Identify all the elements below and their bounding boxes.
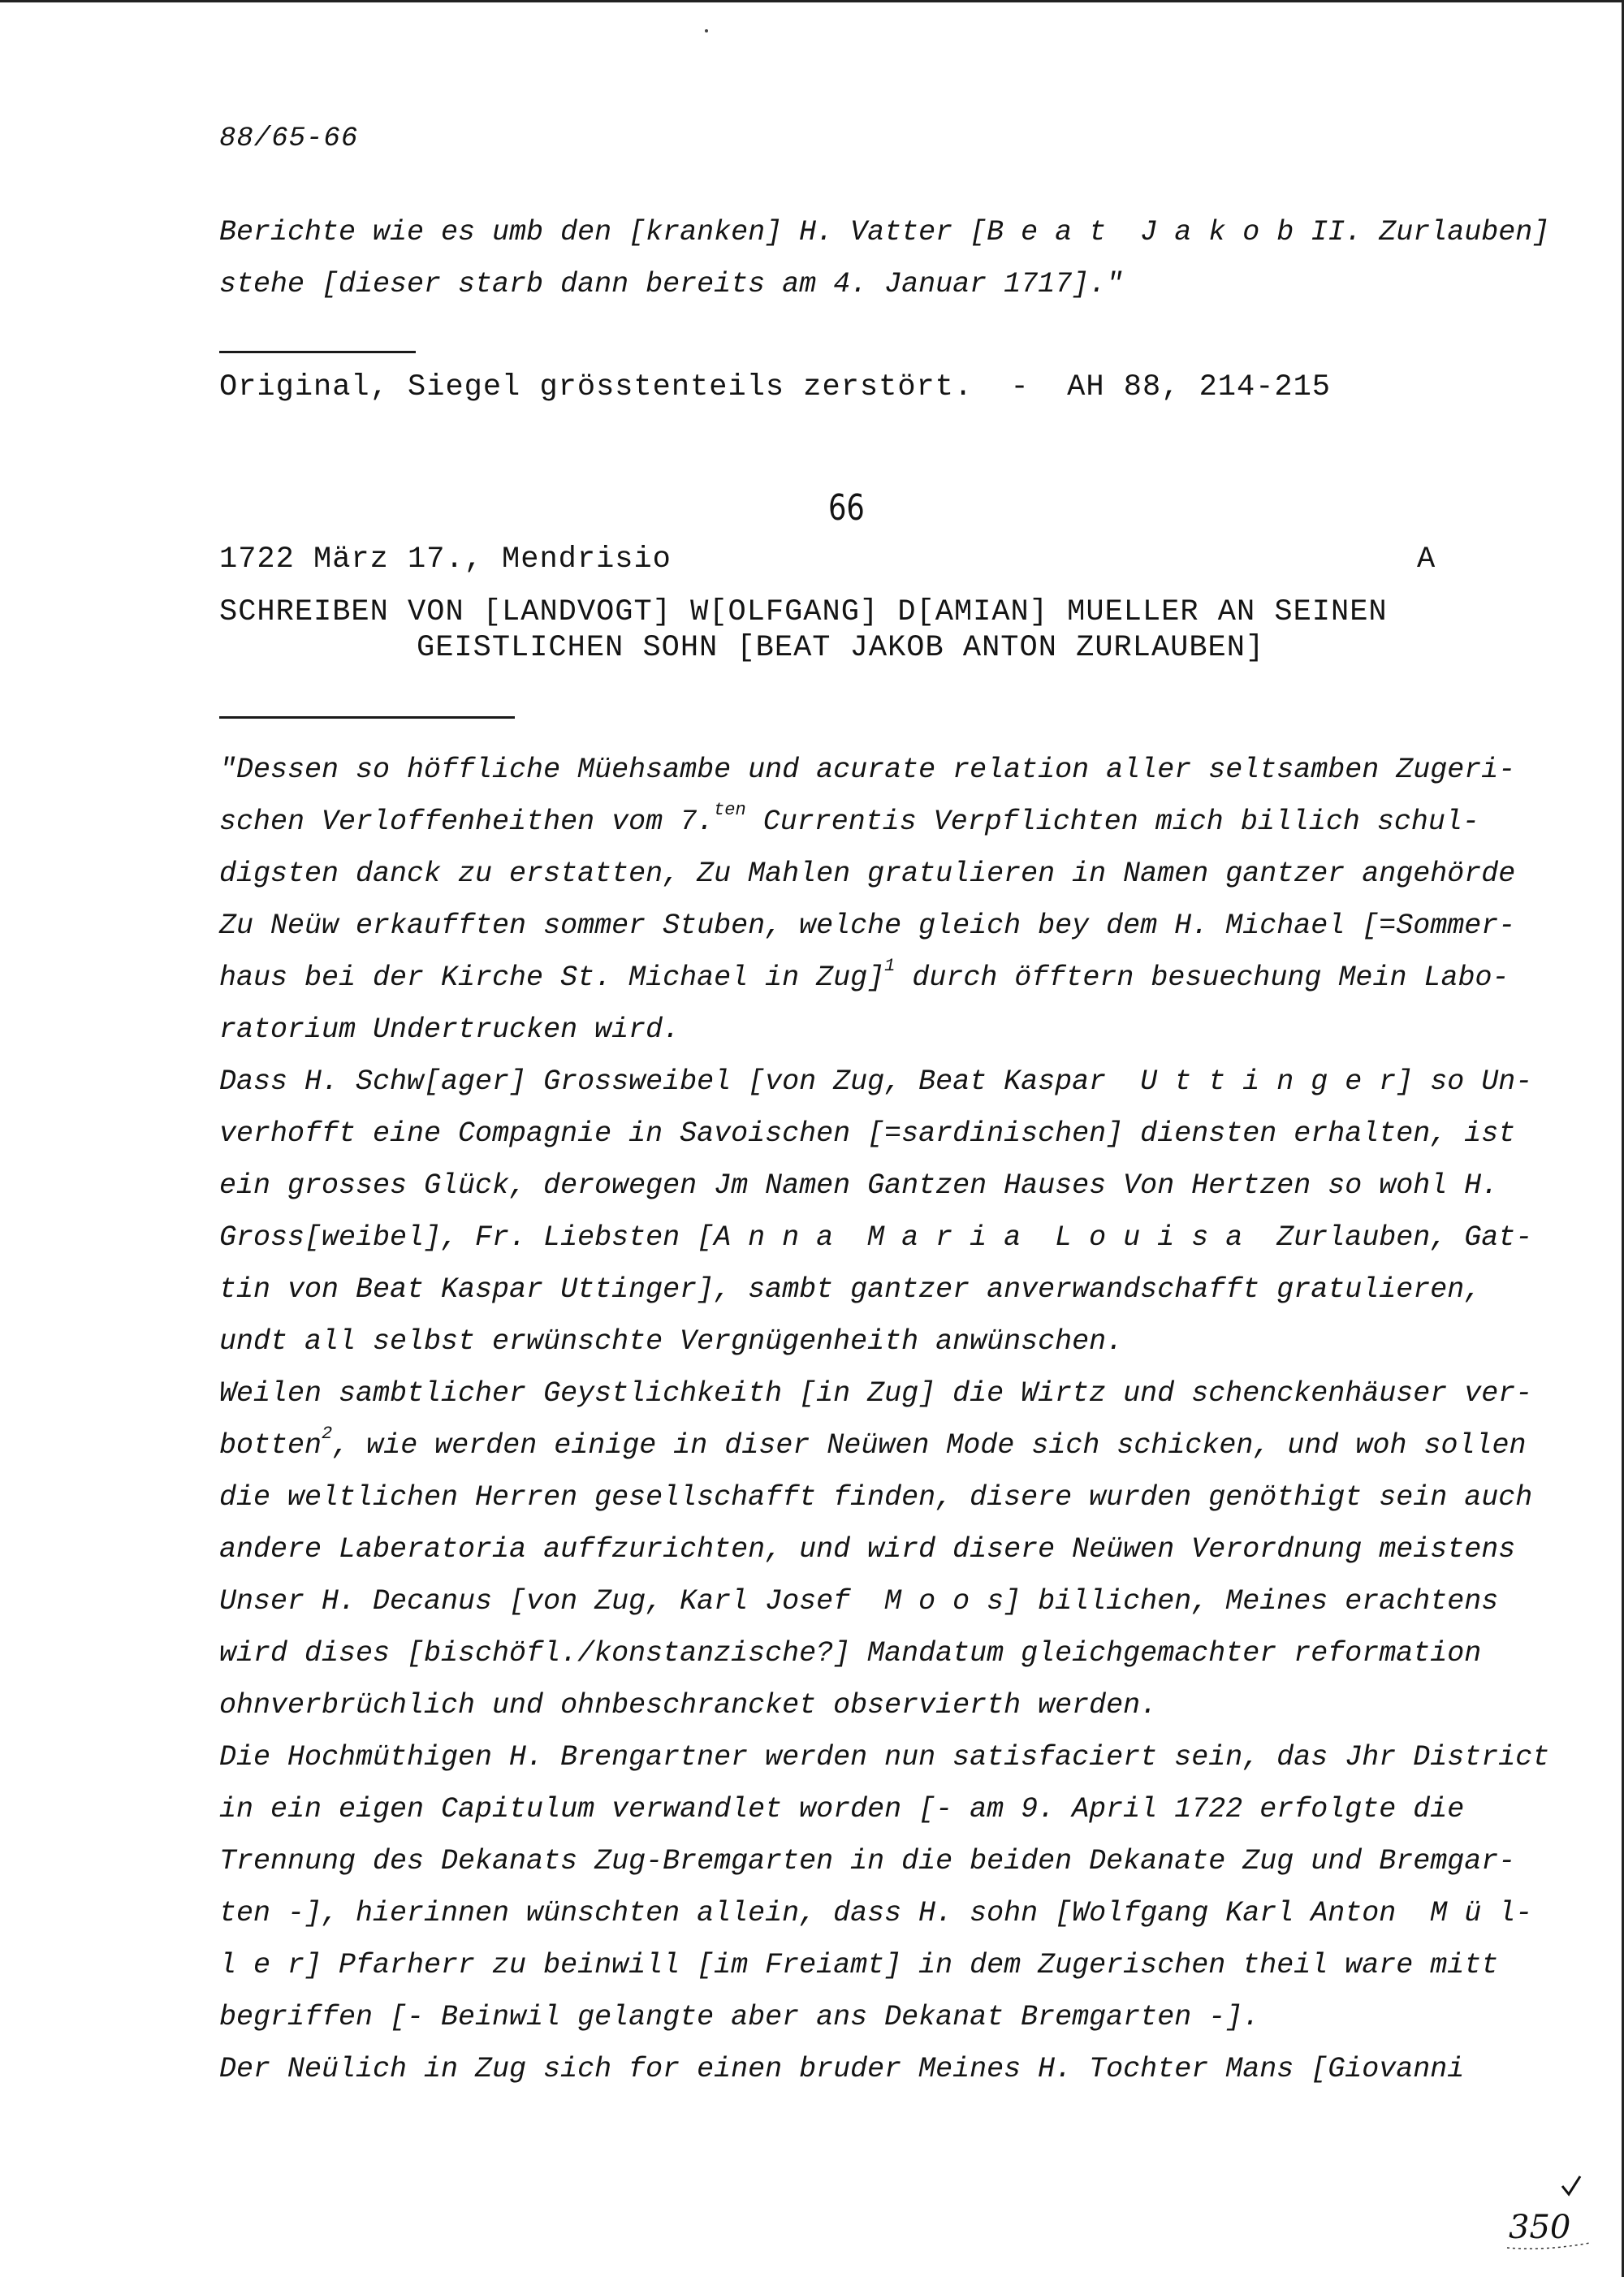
footnote-marker: 1 xyxy=(884,956,896,976)
body-line: digsten danck zu erstatten, Zu Mahlen gratulieren in Namen gantzer angehörde xyxy=(219,858,1516,890)
body-line: Gross[weibel], Fr. Liebsten [A n n a M a r i a L o u i s a Zurlauben, Gat- xyxy=(219,1221,1533,1254)
body-line: Zu Neüw erkaufften sommer Stuben, welche gleich bey dem H. Michael [=Sommer- xyxy=(219,910,1516,942)
letter-body xyxy=(219,744,1550,2095)
body-line: begriffen [- Beinwil gelangte aber ans Dekanat Bremgarten -]. xyxy=(219,2001,1260,2033)
short-divider xyxy=(219,351,416,353)
body-text: schen Verloffenheithen vom 7. xyxy=(219,806,715,838)
body-line: verhofft eine Compagnie in Savoischen [=sardinischen] diensten erhalten, ist xyxy=(219,1117,1516,1150)
entry-title-line-1: SCHREIBEN VON [LANDVOGT] W[OLFGANG] D[AMIAN] MUELLER AN SEINEN xyxy=(219,595,1388,629)
body-line: l e r] Pfarherr zu beinwill [im Freiamt] in dem Zugerischen theil ware mitt xyxy=(219,1949,1499,1981)
entry-date-place: 1722 März 17., Mendrisio xyxy=(219,542,672,577)
document-reference: 88/65-66 xyxy=(219,123,359,154)
body-line: wird dises [bischöfl./konstanzische?] Mandatum gleichgemachter reformation xyxy=(219,1637,1482,1670)
entry-number: 66 xyxy=(828,487,865,529)
body-line: Dass H. Schw[ager] Grossweibel [von Zug, Beat Kaspar U t t i n g e r] so Un- xyxy=(219,1065,1533,1098)
body-line: Trennung des Dekanats Zug-Bremgarten in die beiden Dekanate Zug und Bremgar- xyxy=(219,1845,1516,1877)
body-line: die weltlichen Herren gesellschafft finden, disere wurden genöthigt sein auch xyxy=(219,1481,1533,1514)
body-line xyxy=(219,1419,1527,1471)
body-line: undt all selbst erwünschte Vergnügenheith anwünschen. xyxy=(219,1325,1124,1358)
body-text: botten xyxy=(219,1429,322,1462)
body-line xyxy=(219,952,1518,1004)
body-line xyxy=(219,796,1518,848)
page-border-top xyxy=(0,0,1624,2)
body-line: ten -], hierinnen wünschten allein, dass H. sohn [Wolfgang Karl Anton M ü l- xyxy=(219,1897,1533,1929)
body-line: Unser H. Decanus [von Zug, Karl Josef M o o s] billichen, Meines erachtens xyxy=(219,1585,1499,1618)
body-line: ein grosses Glück, derowegen Jm Namen Gantzen Hauses Von Hertzen so wohl H. xyxy=(219,1169,1499,1202)
body-text: , wie werden einige in diser Neüwen Mode sich schicken, und woh sollen xyxy=(332,1429,1527,1462)
check-icon xyxy=(1562,2176,1580,2194)
body-line: Der Neülich in Zug sich for einen bruder Meines H. Tochter Mans [Giovanni xyxy=(219,2053,1465,2085)
superscript: ten xyxy=(714,800,746,820)
footnote-marker: 2 xyxy=(322,1424,333,1444)
body-line: "Dessen so höffliche Müehsambe und acurate relation aller seltsamben Zugeri- xyxy=(219,754,1516,786)
entry-classification: A xyxy=(1417,542,1436,577)
entry-title-line-2: GEISTLICHEN SOHN [BEAT JAKOB ANTON ZURLAUBEN] xyxy=(417,631,1265,665)
title-divider xyxy=(219,716,515,719)
previous-entry-text xyxy=(219,206,1550,310)
body-text: haus bei der Kirche St. Michael in Zug] xyxy=(219,961,885,994)
scan-speck xyxy=(705,29,708,32)
page-mark-number: 350 xyxy=(1509,2209,1571,2246)
body-text: Currentis Verpflichten mich billich schul- xyxy=(745,806,1479,838)
body-line: Die Hochmüthigen H. Brengartner werden nun satisfaciert sein, das Jhr District xyxy=(219,1741,1550,1774)
body-line: andere Laberatoria auffzurichten, und wird disere Neüwen Verordnung meistens xyxy=(219,1533,1516,1566)
handwritten-page-mark xyxy=(1505,2170,1595,2259)
body-line: Weilen sambtlicher Geystlichkeith [in Zug] die Wirtz und schenckenhäuser ver- xyxy=(219,1377,1533,1410)
previous-entry-line: Berichte wie es umb den [kranken] H. Vatter [B e a t J a k o b II. Zurlauben] xyxy=(219,216,1550,248)
previous-entry-line: stehe [dieser starb dann bereits am 4. Januar 1717]." xyxy=(219,268,1124,300)
source-note: Original, Siegel grösstenteils zerstört. - AH 88, 214-215 xyxy=(219,370,1332,404)
body-line: ratorium Undertrucken wird. xyxy=(219,1013,680,1046)
body-text: durch öfftern besuechung Mein Labo- xyxy=(895,961,1510,994)
body-line: ohnverbrüchlich und ohnbeschrancket observierth werden. xyxy=(219,1689,1158,1722)
body-line: in ein eigen Capitulum verwandlet worden [- am 9. April 1722 erfolgte die xyxy=(219,1793,1465,1825)
body-line: tin von Beat Kaspar Uttinger], sambt gantzer anverwandschafft gratulieren, xyxy=(219,1273,1482,1306)
